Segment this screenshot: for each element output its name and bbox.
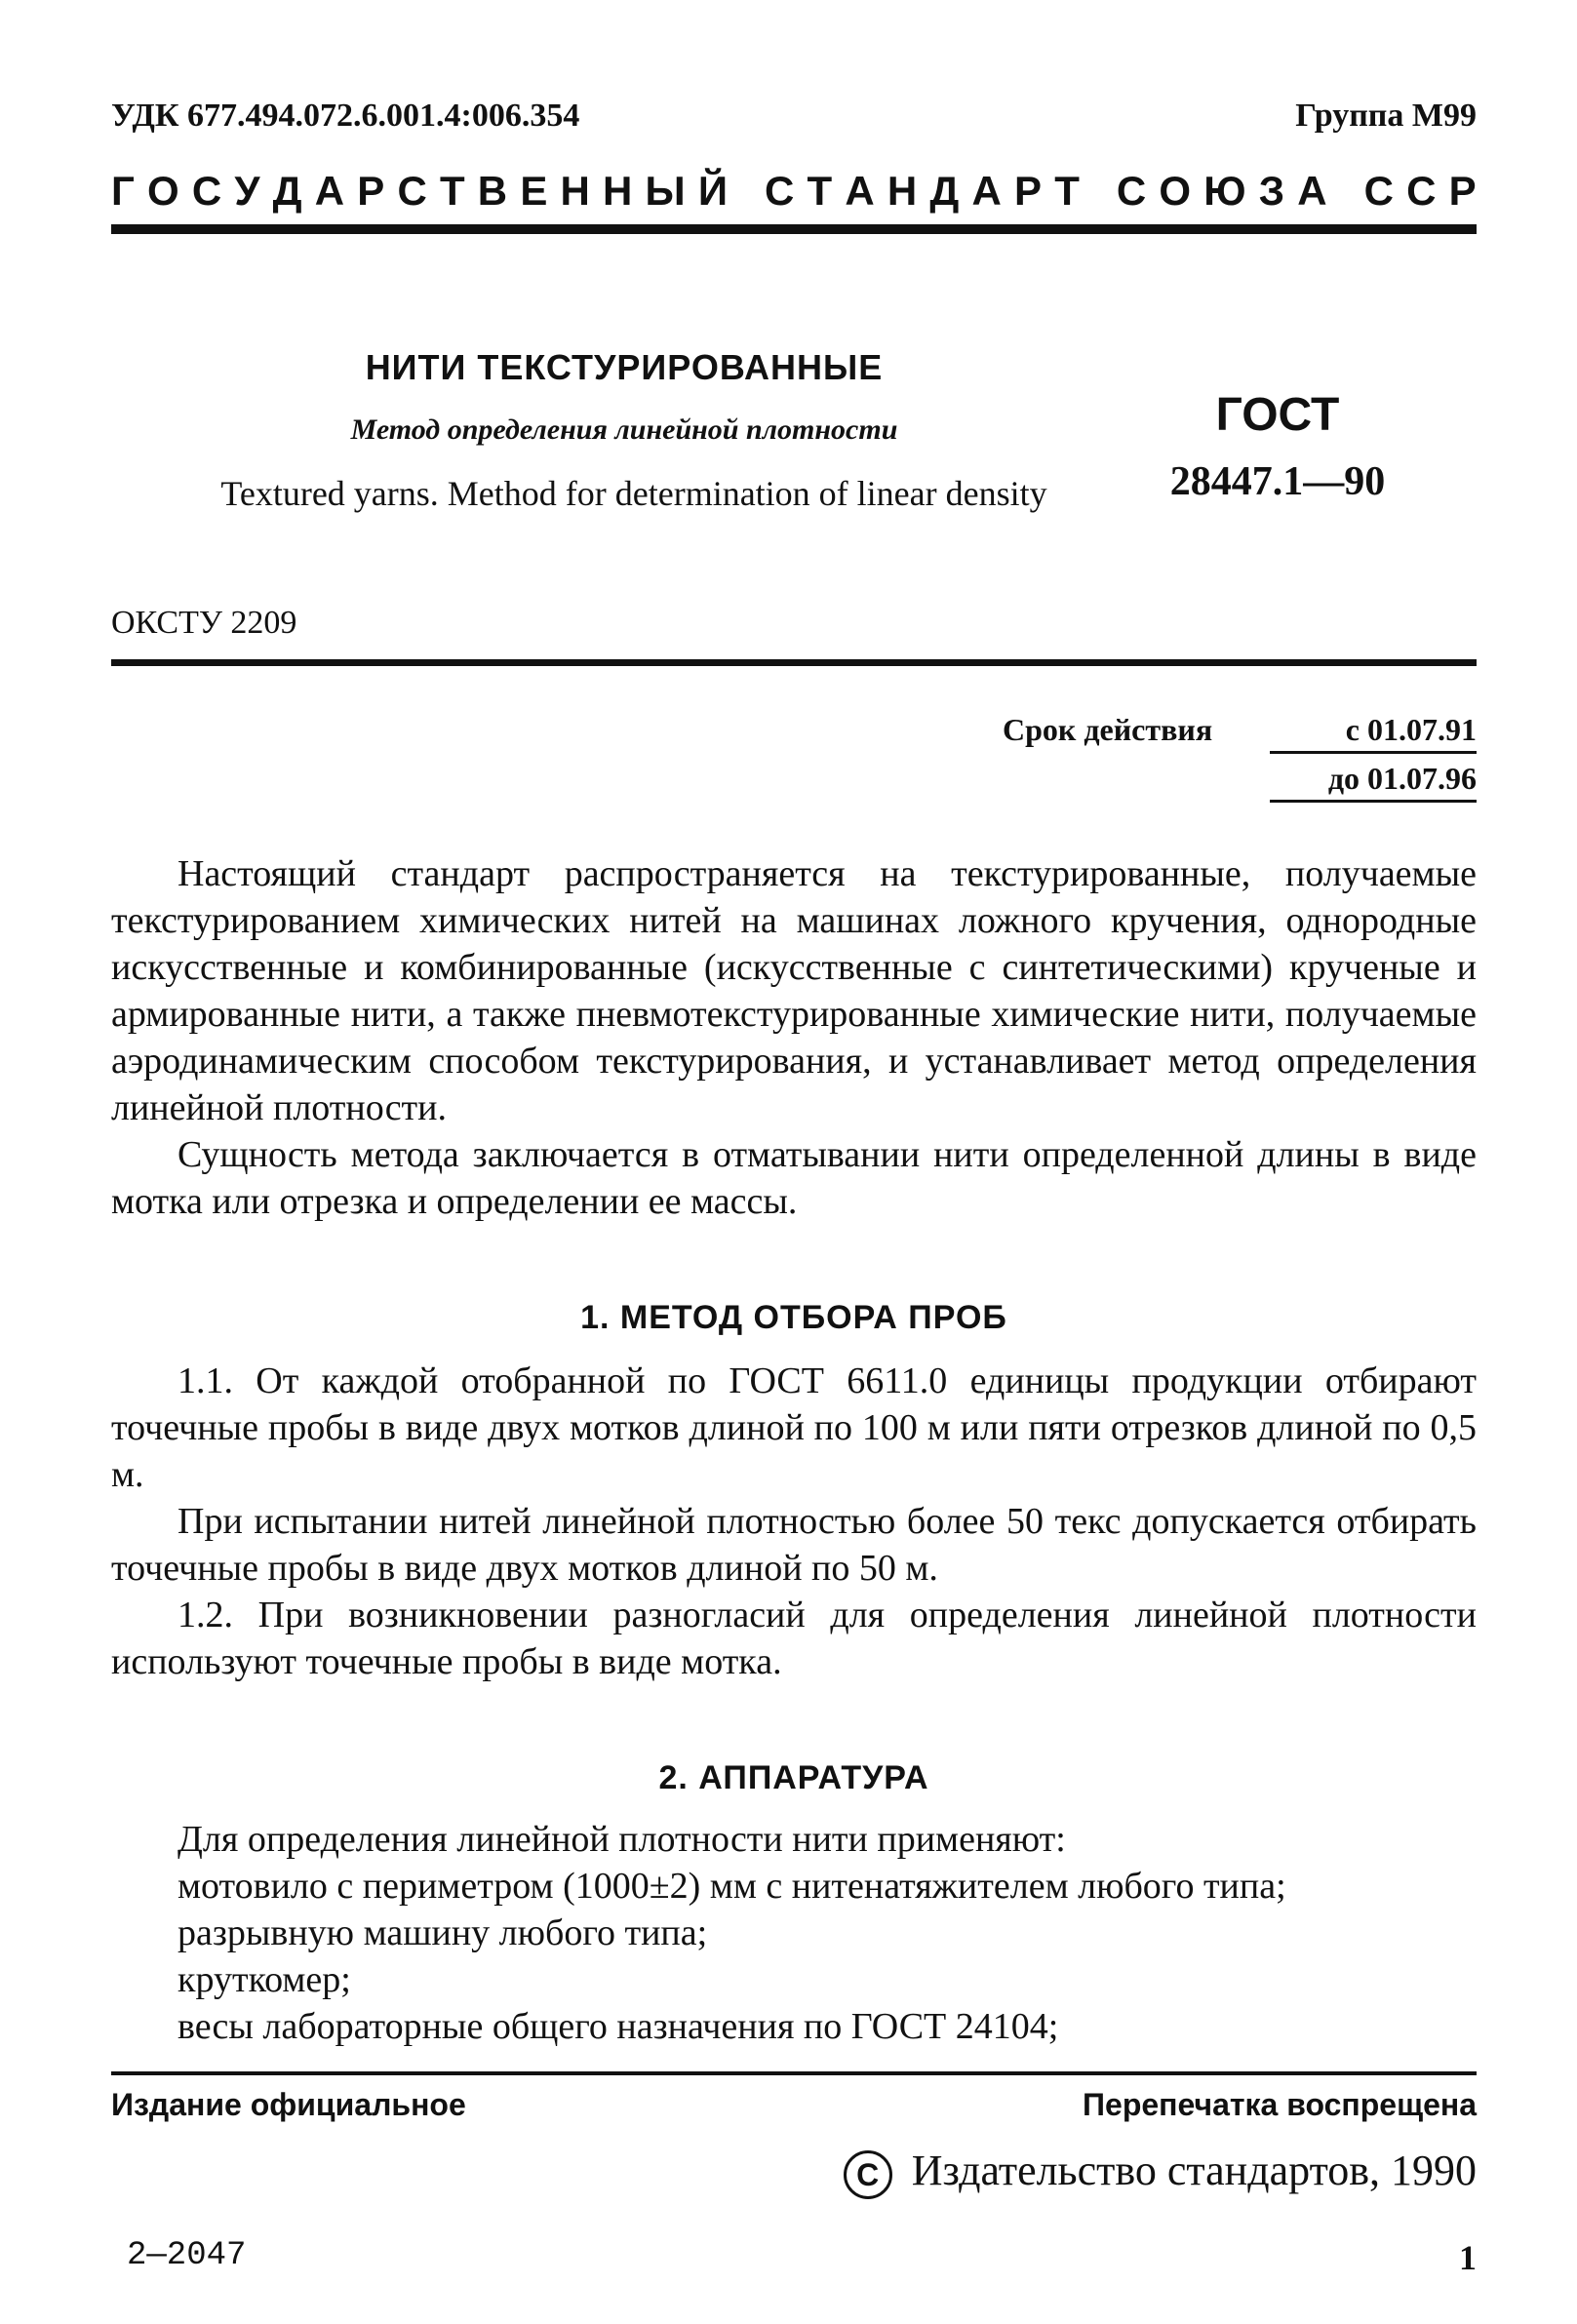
intro-paragraph: Сущность метода заключается в отматывании нити определенной длины в виде мотка или отрезка и определении ее массы. [111, 1134, 1477, 1222]
group-code: Группа М99 [1295, 98, 1477, 134]
intro-text [111, 850, 1477, 1225]
okstu-code: ОКСТУ 2209 [111, 605, 297, 641]
state-standard-letter: З [1258, 168, 1285, 214]
state-standard-heading [111, 168, 1477, 215]
state-standard-letter: Е [520, 168, 548, 214]
title-rule [111, 659, 1477, 666]
state-standard-letter: Й [697, 168, 729, 214]
section-1-text [111, 1358, 1477, 1685]
state-standard-letter: Ы [645, 168, 686, 214]
official-edition: Издание официальное [111, 2087, 466, 2122]
state-standard-letter: С [191, 168, 222, 214]
state-standard-letter [740, 168, 752, 215]
equipment-item: весы лабораторные общего назначения по ГОСТ 24104; [177, 2006, 1059, 2047]
state-standard-letter: Т [439, 168, 465, 214]
state-standard-letter: Н [887, 168, 918, 214]
gost-number: 28447.1—90 [1169, 459, 1386, 504]
section-1-paragraph: При испытании нитей линейной плотностью более 50 текс допускается отбирать точечные пробы в виде двух мотков длиной по 50 м. [111, 1501, 1477, 1589]
validity-label: Срок действия [1003, 712, 1213, 747]
state-standard-letter [1092, 168, 1104, 215]
state-standard-letter: Р [1014, 168, 1043, 214]
equipment-item: разрывную машину любого типа; [177, 1912, 708, 1953]
state-standard-letter: Т [807, 168, 833, 214]
state-standard-letter: Р [357, 168, 385, 214]
validity-from: с 01.07.91 [1345, 712, 1477, 747]
state-standard-letter: С [1116, 168, 1147, 214]
state-standard-letter: А [845, 168, 875, 214]
validity-to: до 01.07.96 [1327, 761, 1477, 796]
copyright-line [683, 2146, 1477, 2199]
state-standard-letter: О [1159, 168, 1192, 214]
state-standard-letter: У [234, 168, 260, 214]
state-standard-letter: А [971, 168, 1002, 214]
section-2-text [111, 1816, 1477, 2050]
reprint-notice: Перепечатка воспрещена [1083, 2087, 1477, 2122]
print-code: 2—2047 [127, 2237, 247, 2274]
gost-label: ГОСТ [1215, 389, 1340, 441]
state-standard-letter: А [314, 168, 345, 214]
intro-paragraph: Настоящий стандарт распространяется на текстурированные, получаемые текстурированием химических нитей на машинах ложного кручения, однородные искусственные и комбинированные (искусственные с синтетическими) крученые и армированные нити, а также пневмотекстурированные химические нити, получаемые аэродинамическим способом текстурирования, и устанавливает метод определения линейной плотности. [111, 853, 1477, 1128]
state-standard-letter: В [477, 168, 508, 214]
state-standard-letter [1340, 168, 1352, 215]
state-standard-letter: С [397, 168, 427, 214]
state-standard-letter: А [1297, 168, 1327, 214]
equipment-item: мотовило с периметром (1000±2) мм с нитенатяжителем любого типа; [177, 1866, 1286, 1907]
footer-rule [111, 2071, 1477, 2075]
validity-rule-top [1270, 751, 1477, 754]
state-standard-letter: С [1363, 168, 1394, 214]
section-1-paragraph: 1.2. При возникновении разногласий для определения линейной плотности используют точечные пробы в виде мотка. [111, 1595, 1477, 1682]
header-rule [111, 224, 1477, 234]
state-standard-letter: Д [272, 168, 302, 214]
english-title: Textured yarns. Method for determination of linear density [220, 474, 1047, 513]
state-standard-letter: Д [929, 168, 960, 214]
section-1-paragraph: 1.1. От каждой отобранной по ГОСТ 6611.0 единицы продукции отбирают точечные пробы в виде двух мотков длиной по 100 м или пяти отрезков длиной по 0,5 м. [111, 1360, 1477, 1495]
document-subtitle: Метод определения линейной плотности [350, 414, 898, 446]
section-2-intro: Для определения линейной плотности нити применяют: [177, 1819, 1066, 1860]
validity-rule-bottom [1270, 800, 1477, 803]
equipment-item: круткомер; [177, 1959, 351, 2000]
section-2-title: 2. АППАРАТУРА [658, 1759, 929, 1796]
state-standard-letter: Ю [1203, 168, 1246, 214]
copyright-text: Издательство стандартов, 1990 [911, 2147, 1477, 2194]
page-number: 1 [1459, 2238, 1477, 2277]
state-standard-letter: Р [1448, 168, 1477, 214]
copyright-icon: С [844, 2150, 892, 2199]
udk-code: УДК 677.494.072.6.001.4:006.354 [111, 98, 580, 134]
state-standard-letter: Г [111, 168, 135, 214]
state-standard-letter: С [1406, 168, 1437, 214]
state-standard-letter: Н [603, 168, 633, 214]
state-standard-letter: О [146, 168, 179, 214]
state-standard-letter: С [765, 168, 795, 214]
section-1-title: 1. МЕТОД ОТБОРА ПРОБ [580, 1299, 1007, 1336]
document-title: НИТИ ТЕКСТУРИРОВАННЫЕ [365, 347, 884, 387]
state-standard-letter: Н [560, 168, 590, 214]
state-standard-letter: Т [1054, 168, 1080, 214]
